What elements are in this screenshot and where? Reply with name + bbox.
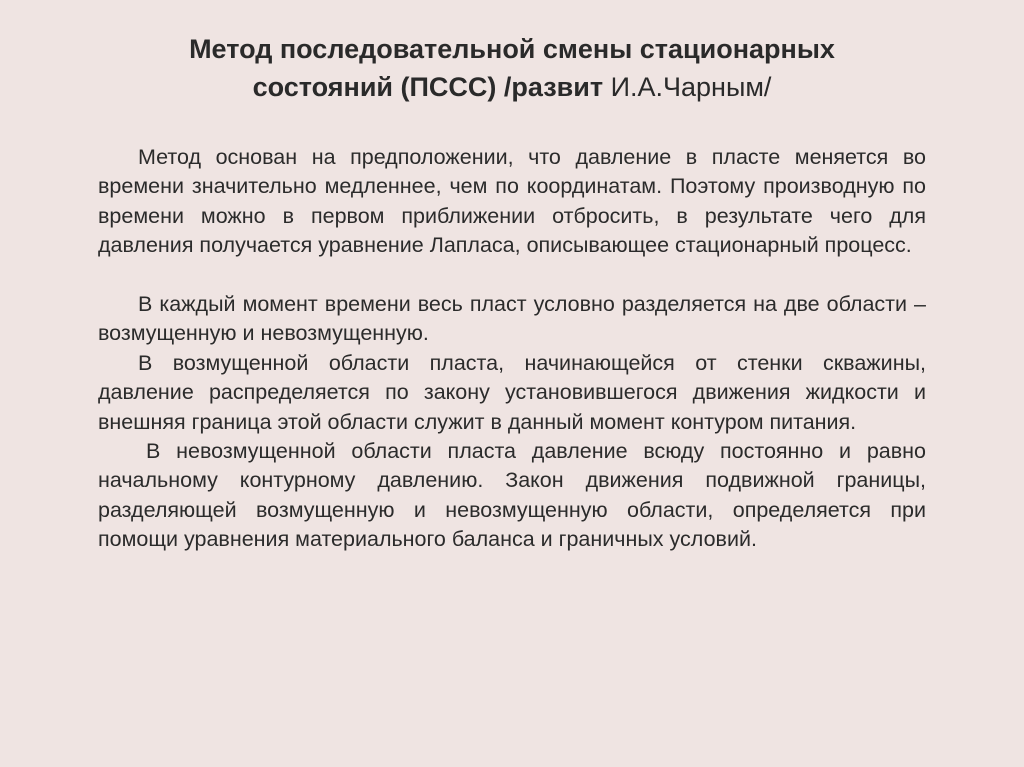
paragraph-undisturbed-region: В невозмущенной области пласта давление всюду постоянно и равно начальному контурному давлению. Закон движения подвижной границы, разделяющей возмущенную и невозмущенную области, определяется при помощи уравнения материального баланса и граничных условий.: [98, 439, 926, 552]
title-author: И.А.Чарным/: [610, 72, 772, 102]
title-line-2: состояний (ПССС) /развит: [252, 72, 611, 102]
paragraph-disturbed-region: В возмущенной области пласта, начинающейся от стенки скважины, давление распределяется по закону установившегося движения жидкости и внешняя граница этой области служит в данный момент контуром питания.: [98, 350, 926, 434]
slide-body: [98, 143, 926, 555]
slide-title: [96, 30, 928, 106]
paragraph-domain-split: В каждый момент времени весь пласт условно разделяется на две области – возмущенную и невозмущенную.: [98, 292, 926, 346]
paragraph-method-basis: Метод основан на предположении, что давление в пласте меняется во времени значительно медленнее, чем по координатам. Поэтому производную по времени можно в первом приближении отбросить, в результате чего для давления получается уравнение Лапласа, описывающее стационарный процесс.: [98, 145, 926, 258]
title-line-1: Метод последовательной смены стационарных: [189, 34, 835, 64]
